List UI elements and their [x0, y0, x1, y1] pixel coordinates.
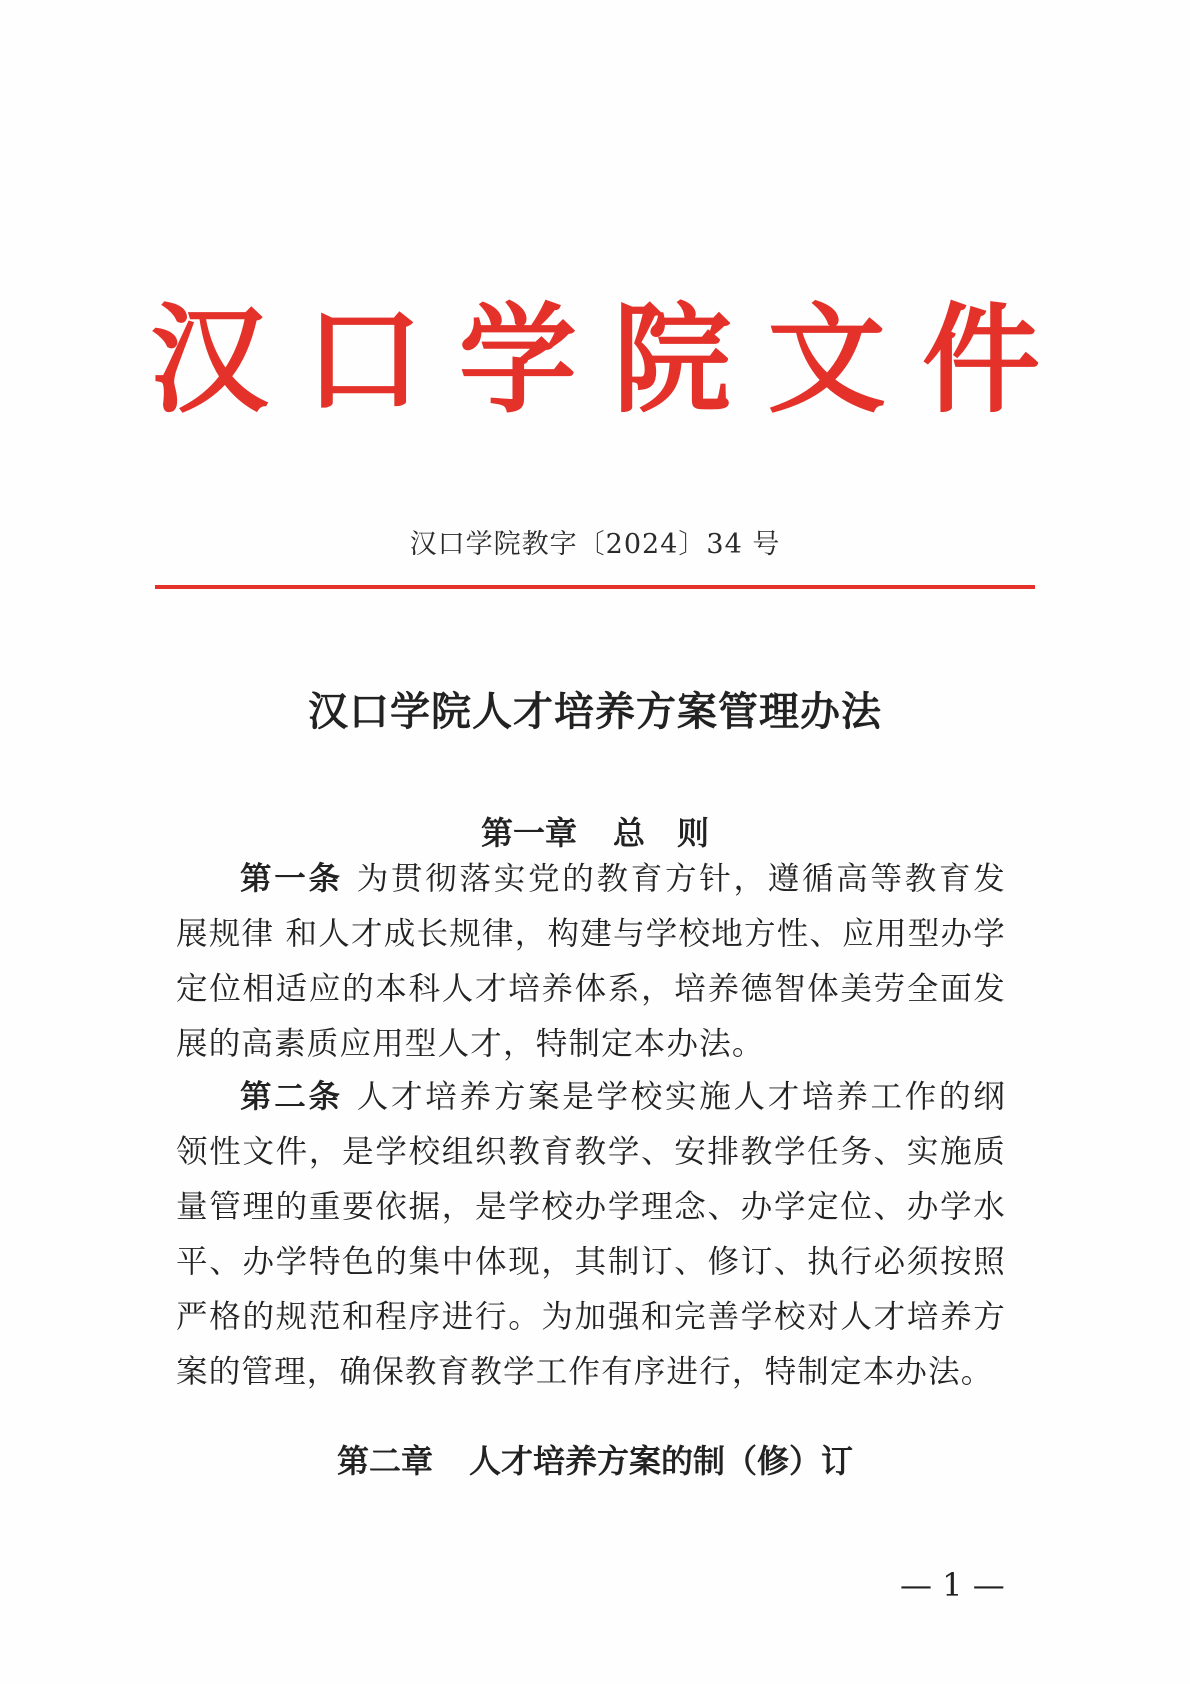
masthead-char: 件 — [921, 290, 1040, 429]
chapter-name: 人才培养方案的制（修）订 — [469, 1442, 854, 1480]
document-title: 汉口学院人才培养方案管理办法 — [308, 688, 882, 735]
red-divider-line — [155, 585, 1035, 589]
masthead-char: 文 — [767, 290, 886, 429]
article-1 — [176, 852, 1006, 1072]
masthead-char: 院 — [613, 290, 732, 429]
chapter-number: 第一章 — [480, 814, 577, 852]
article-label: 第一条 — [240, 861, 343, 897]
masthead-char: 学 — [458, 290, 577, 429]
masthead-char: 汉 — [150, 290, 269, 429]
document-number: 汉口学院教字〔2024〕34 号 — [409, 529, 781, 560]
page-number: — 1 — — [900, 1566, 1005, 1604]
masthead-char: 口 — [304, 290, 423, 429]
article-label: 第二条 — [240, 1079, 343, 1115]
chapter-number: 第二章 — [336, 1442, 433, 1480]
article-text: 人才培养方案是学校实施人才培养工作的纲领性文件，是学校组织教育教学、安排教学任务、实施质量管理的重要依据，是学校办学理念、办学定位、办学水平、办学特色的集中体现，其制订、修订、执行必须按照严格的规范和程序进行。为加强和完善学校对人才培养方案的管理，确保教育教学工作有序进行，特制定本办法。 — [176, 1079, 1006, 1390]
chapter-2-heading — [0, 1436, 1190, 1482]
article-text: 为贯彻落实党的教育方针，遵循高等教育发展规律 和人才成长规律，构建与学校地方性、应用型办学定位相适应的本科人才培养体系，培养德智体美劳全面发展的高素质应用型人才，特制定本办法。 — [176, 861, 1006, 1062]
article-2 — [176, 1070, 1006, 1400]
chapter-name: 总 则 — [613, 814, 710, 852]
chapter-1-heading — [0, 808, 1190, 854]
masthead-title — [150, 290, 1040, 430]
